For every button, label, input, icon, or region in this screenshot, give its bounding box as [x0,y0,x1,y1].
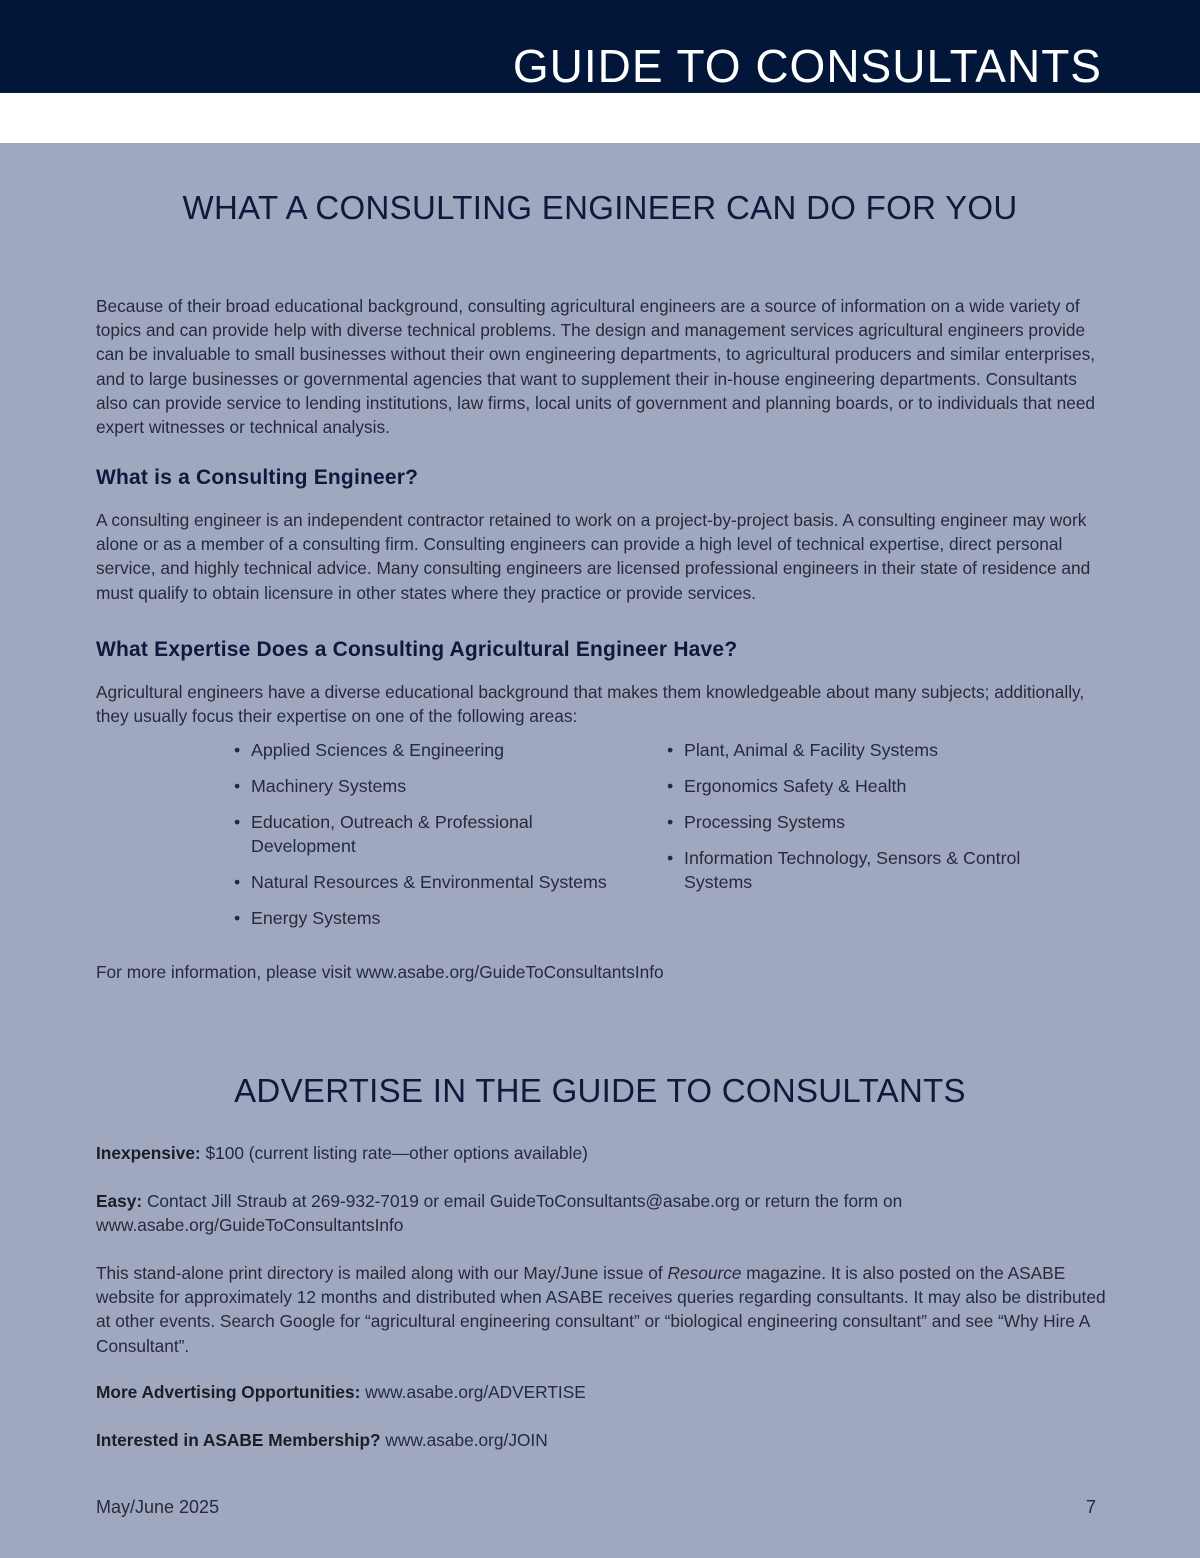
intro-paragraph: Because of their broad educational background, consulting agricultural engineers are a source of information on a wide variety of topics and can provide help with diverse technical problems. The design and management services agricultural engineers provide can be invaluable to small businesses without their own engineering departments, to agricultural producers and similar enterprises, and to large businesses or governmental agencies that want to supplement their in-house engineering departments. Consultants also can provide service to lending institutions, law firms, local units of government and planning boards, or to individuals that need expert witnesses or technical analysis. [96,296,1096,438]
list-item: • Plant, Animal & Facility Systems [667,740,938,760]
list-item: • Information Technology, Sensors & Control Systems [667,848,1021,892]
list-item: • Ergonomics Safety & Health [667,776,907,796]
list-item: • Energy Systems [234,908,381,928]
bullet-icon: • [667,812,674,832]
subheading-expertise: What Expertise Does a Consulting Agricultural Engineer Have? [96,638,738,661]
bullet-icon: • [667,776,674,796]
bullet-icon: • [234,740,241,760]
bullet-icon: • [667,848,674,868]
inexpensive-text: $100 (current listing rate—other options available) [205,1143,588,1163]
subheading-what-is: What is a Consulting Engineer? [96,466,419,489]
advertising-label: More Advertising Opportunities: [96,1382,361,1402]
issue-date: May/June 2025 [96,1497,220,1517]
membership-line [96,1428,1106,1452]
page-number: 7 [1085,1497,1096,1517]
section-heading-advertise: ADVERTISE IN THE GUIDE TO CONSULTANTS [234,1072,966,1109]
inexpensive-line [96,1141,1106,1165]
expertise-paragraph: Agricultural engineers have a diverse educational background that makes them knowledgeable about many subjects; additionally, they usually focus their expertise on one of the following areas: [96,682,1085,727]
what-is-paragraph: A consulting engineer is an independent contractor retained to work on a project-by-project basis. A consulting engineer may work alone or as a member of a consulting firm. Consulting engineers can provide a high level of technical expertise, direct personal service, and highly technical advice. Many consulting engineers are licensed professional engineers in their state of residence and must qualify to obtain licensure in other states where they practice or provide services. [96,510,1091,603]
expertise-list-right [667,738,1087,906]
expertise-list-left [234,738,654,942]
easy-line [96,1189,1106,1237]
more-info-text: For more information, please visit www.asabe.org/GuideToConsultantsInfo [96,962,664,982]
bullet-icon: • [234,908,241,928]
list-item: • Processing Systems [667,812,846,832]
directory-paragraph: This stand-alone print directory is mailed along with our May/June issue of Resource magazine. It is also posted on the ASABE website for approximately 12 months and distributed when ASABE receives queries regarding consultants. It may also be distributed at other events. Search Google for “agricultural engineering consultant” or “biological engineering consultant” and see “Why Hire A Consultant”. [96,1263,1106,1356]
list-item: • Education, Outreach & Professional Development [234,812,533,856]
bullet-icon: • [667,740,674,760]
bullet-icon: • [234,812,241,832]
inexpensive-label: Inexpensive: [96,1143,201,1163]
advertising-line [96,1380,1106,1404]
list-item: • Machinery Systems [234,776,407,796]
page-title: GUIDE TO CONSULTANTS [512,40,1102,92]
easy-text: Contact Jill Straub at 269-932-7019 or email GuideToConsultants@asabe.org or return the form on www.asabe.org/GuideToConsultantsInfo [96,1191,903,1236]
bullet-icon: • [234,776,241,796]
header-banner [0,0,1200,93]
easy-label: Easy: [96,1191,143,1211]
list-item: • Natural Resources & Environmental Systems [234,872,607,892]
membership-label: Interested in ASABE Membership? [96,1430,381,1450]
bullet-icon: • [234,872,241,892]
magazine-title: Resource [667,1263,742,1283]
section-heading-consulting: WHAT A CONSULTING ENGINEER CAN DO FOR YOU [182,189,1018,226]
advertising-link[interactable]: www.asabe.org/ADVERTISE [365,1382,586,1402]
list-item: • Applied Sciences & Engineering [234,740,505,760]
membership-link[interactable]: www.asabe.org/JOIN [385,1430,548,1450]
